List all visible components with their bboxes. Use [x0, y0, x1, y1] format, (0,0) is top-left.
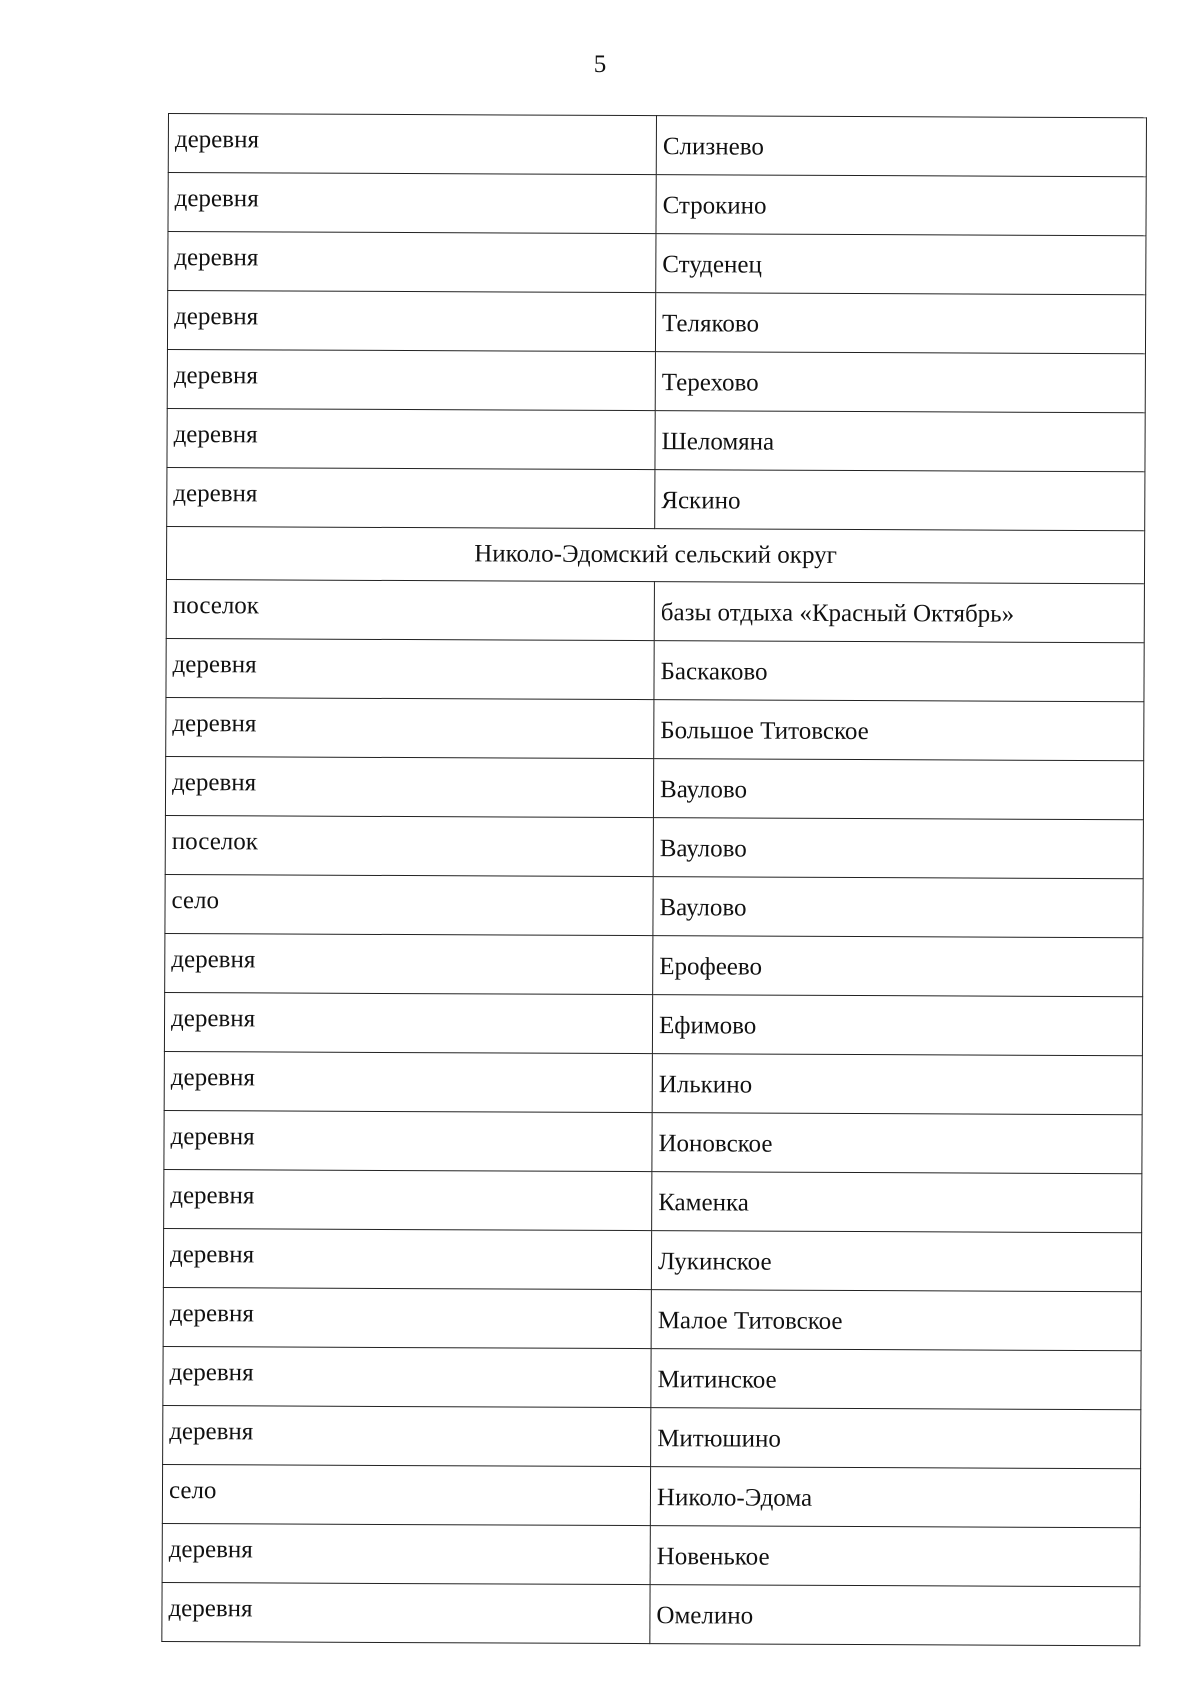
table-row [162, 1582, 1140, 1645]
table-row [166, 638, 1144, 701]
settlement-type-cell: деревня [168, 173, 656, 234]
table-row [168, 114, 1146, 177]
table-row [162, 1464, 1140, 1527]
table-row [167, 349, 1145, 412]
settlement-type-cell: деревня [163, 1287, 651, 1348]
settlement-name-cell: Николо-Эдома [650, 1467, 1140, 1528]
settlement-type-cell: деревня [167, 467, 655, 528]
table-body [162, 114, 1147, 1646]
settlement-type-cell: деревня [164, 1110, 652, 1171]
settlement-type-cell: деревня [162, 1582, 650, 1643]
settlement-type-cell: деревня [166, 697, 654, 758]
settlement-name-cell: Ефимово [652, 995, 1142, 1056]
table-row [163, 1228, 1141, 1291]
table-row [163, 1287, 1141, 1350]
settlement-name-cell: Большое Титовское [654, 700, 1144, 761]
settlement-name-cell: Баскаково [654, 641, 1144, 702]
table-row [167, 291, 1145, 354]
page-number: 5 [593, 51, 607, 78]
table-row [165, 933, 1143, 996]
settlement-name-cell: Ваулово [653, 877, 1143, 938]
settlement-name-cell: Илькино [652, 1054, 1142, 1115]
table-row [168, 173, 1146, 236]
settlement-type-cell: деревня [164, 1169, 652, 1230]
table-row [166, 579, 1144, 642]
settlement-type-cell: село [165, 874, 653, 935]
settlement-type-cell: деревня [167, 349, 655, 410]
table-row [165, 815, 1143, 878]
table-row [164, 1169, 1142, 1232]
settlement-type-cell: деревня [168, 114, 656, 175]
settlement-name-cell: Теляково [655, 293, 1145, 354]
settlement-name-cell: Слизнево [656, 116, 1146, 177]
settlement-name-cell: Каменка [652, 1172, 1142, 1233]
settlement-type-cell: деревня [165, 756, 653, 817]
table-row [167, 408, 1145, 471]
settlement-type-cell: поселок [166, 579, 654, 640]
settlement-type-cell: деревня [166, 638, 654, 699]
table-row [164, 992, 1142, 1055]
settlement-type-cell: поселок [165, 815, 653, 876]
table-row [165, 874, 1143, 937]
table-row [166, 697, 1144, 760]
settlement-name-cell: Студенец [656, 234, 1146, 295]
settlement-name-cell: Омелино [650, 1585, 1140, 1646]
table-row [164, 1051, 1142, 1114]
settlement-type-cell: деревня [162, 1523, 650, 1584]
settlement-type-cell: село [162, 1464, 650, 1525]
settlement-type-cell: деревня [167, 291, 655, 352]
settlement-name-cell: Шеломяна [655, 411, 1145, 472]
settlement-name-cell: Ерофеево [653, 936, 1143, 997]
settlement-name-cell: базы отдыха «Красный Октябрь» [654, 582, 1144, 643]
settlement-type-cell: деревня [167, 408, 655, 469]
table-row [163, 1346, 1141, 1409]
settlement-name-cell: Митинское [651, 1349, 1141, 1410]
table-row [165, 756, 1143, 819]
settlement-name-cell: Яскино [655, 470, 1145, 531]
settlement-type-cell: деревня [163, 1228, 651, 1289]
table-row [168, 232, 1146, 295]
settlement-name-cell: Митюшино [651, 1408, 1141, 1469]
settlement-type-cell: деревня [163, 1405, 651, 1466]
settlement-type-cell: деревня [164, 1051, 652, 1112]
section-heading: Николо-Эдомский сельский округ [166, 526, 1144, 583]
settlement-name-cell: Строкино [656, 175, 1146, 236]
table-row [167, 467, 1145, 530]
table-row [164, 1110, 1142, 1173]
table-row [162, 1523, 1140, 1586]
settlement-name-cell: Ваулово [653, 759, 1143, 820]
settlement-name-cell: Новенькое [650, 1526, 1140, 1587]
settlement-name-cell: Терехово [655, 352, 1145, 413]
settlement-type-cell: деревня [168, 232, 656, 293]
settlement-type-cell: деревня [165, 933, 653, 994]
settlement-name-cell: Малое Титовское [651, 1290, 1141, 1351]
settlement-name-cell: Ваулово [653, 818, 1143, 879]
settlement-type-cell: деревня [164, 992, 652, 1053]
settlement-name-cell: Ионовское [652, 1113, 1142, 1174]
section-heading-row [166, 526, 1144, 583]
table-row [163, 1405, 1141, 1468]
settlement-type-cell: деревня [163, 1346, 651, 1407]
settlements-table [161, 113, 1147, 1646]
settlement-name-cell: Лукинское [651, 1231, 1141, 1292]
